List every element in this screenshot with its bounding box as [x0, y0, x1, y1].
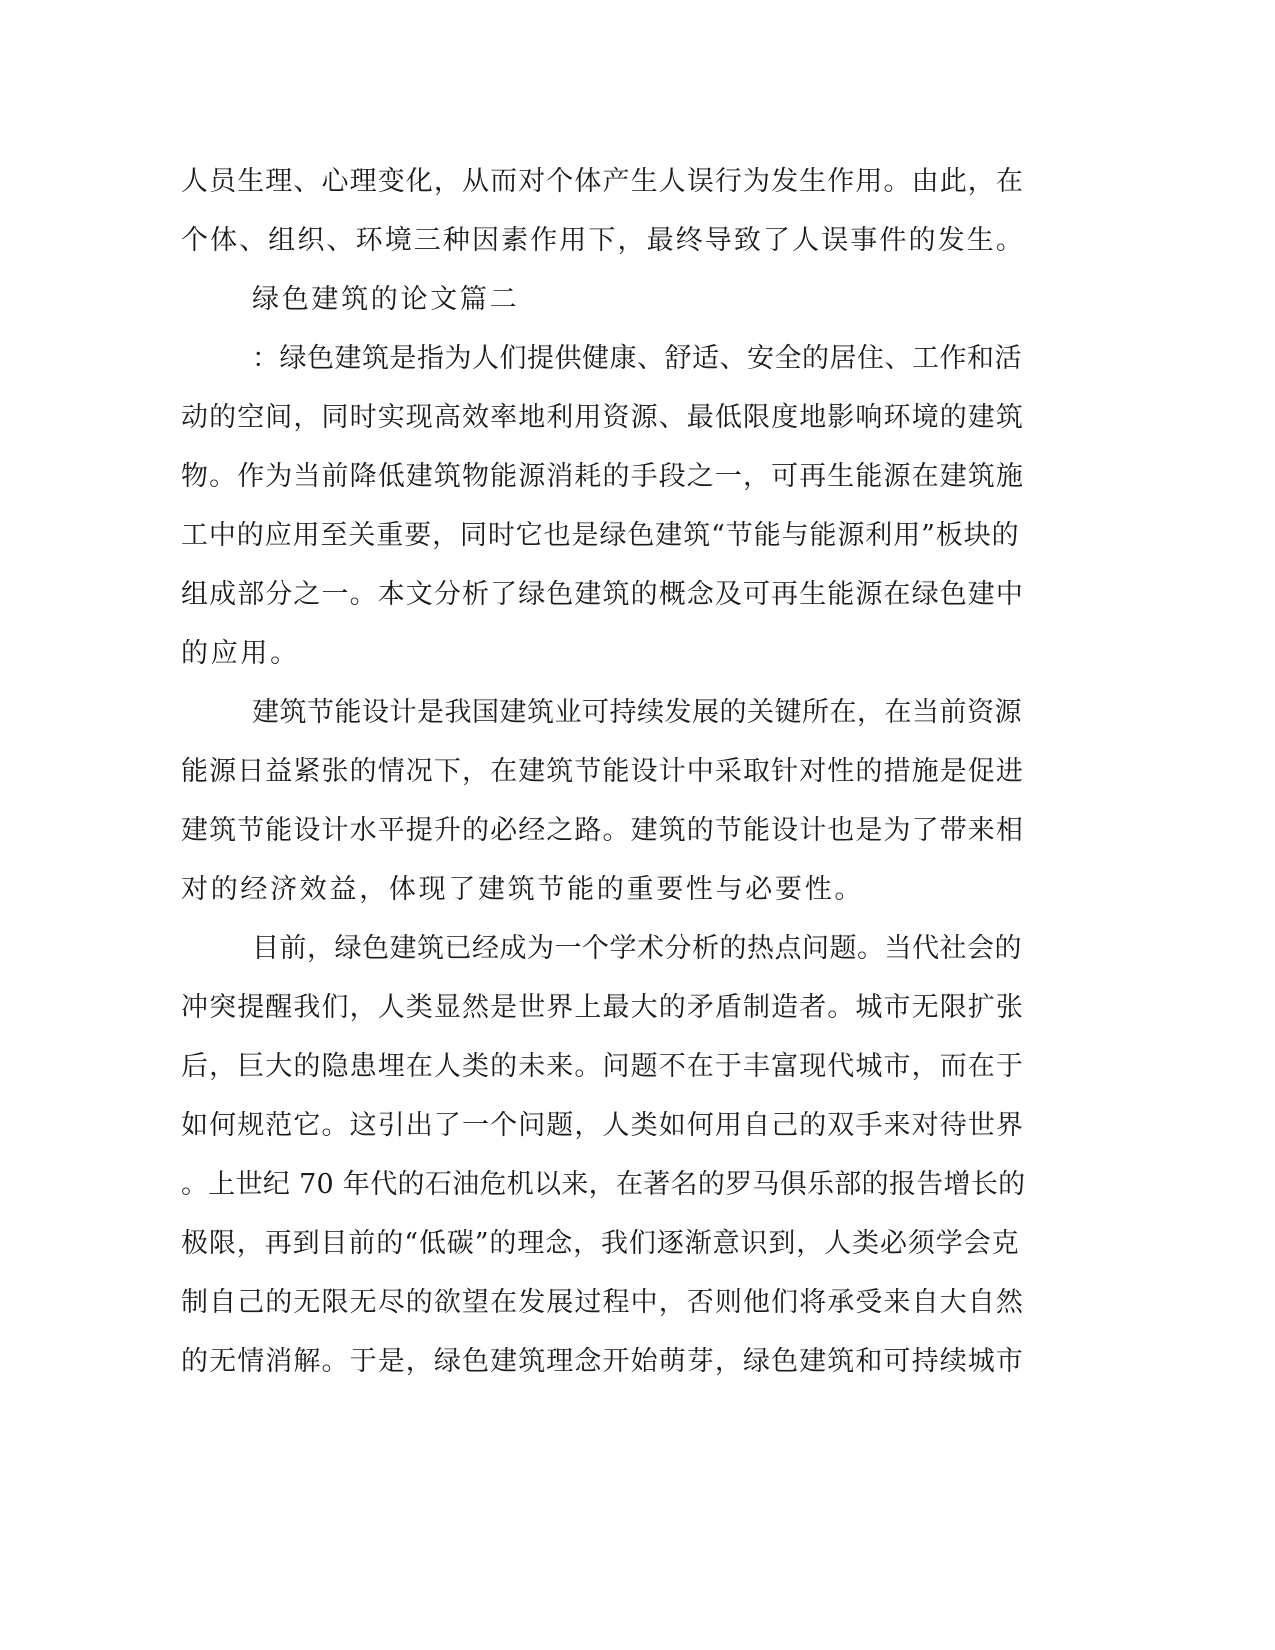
text-line	[0, 516, 1275, 556]
text-line	[0, 811, 1275, 851]
line-text: 冲突提醒我们，人类显然是世界上最大的矛盾制造者。城市无限扩张	[181, 992, 1024, 1023]
line-text: 建筑节能设计水平提升的必经之路。建筑的节能设计也是为了带来相	[181, 815, 1024, 846]
text-line	[0, 221, 1275, 261]
line-text: ：绿色建筑是指为人们提供健康、舒适、安全的居住、工作和活	[252, 343, 1022, 374]
text-line	[0, 1106, 1275, 1146]
text-line	[0, 1165, 1275, 1205]
line-text: 制自己的无限无尽的欲望在发展过程中，否则他们将承受来自大自然	[181, 1287, 1024, 1318]
line-text: 极限，再到目前的“低碳”的理念，我们逐渐意识到，人类必须学会克	[181, 1228, 1020, 1259]
line-text: 。上世纪 70 年代的石油危机以来，在著名的罗马俱乐部的报告增长的	[181, 1169, 1026, 1200]
line-text: 后，巨大的隐患埋在人类的未来。问题不在于丰富现代城市，而在于	[181, 1051, 1024, 1082]
text-line	[0, 398, 1275, 438]
line-text: 如何规范它。这引出了一个问题，人类如何用自己的双手来对待世界	[181, 1110, 1024, 1141]
text-line	[0, 1224, 1275, 1264]
text-line	[0, 634, 1275, 674]
text-line	[0, 162, 1275, 202]
line-text: 人员生理、心理变化，从而对个体产生人误行为发生作用。由此，在	[181, 166, 1024, 197]
line-text: 动的空间，同时实现高效率地利用资源、最低限度地影响环境的建筑	[181, 402, 1024, 433]
text-line	[0, 575, 1275, 615]
text-line	[0, 1047, 1275, 1087]
line-text: 建筑节能设计是我国建筑业可持续发展的关键所在，在当前资源	[252, 697, 1022, 728]
line-text: 物。作为当前降低建筑物能源消耗的手段之一，可再生能源在建筑施	[181, 461, 1024, 492]
line-text: 对的经济效益，体现了建筑节能的重要性与必要性。	[181, 874, 865, 905]
line-text: 的应用。	[181, 638, 300, 669]
text-line	[0, 752, 1275, 792]
text-line	[0, 870, 1275, 910]
text-line	[0, 457, 1275, 497]
section-heading	[0, 280, 1275, 320]
text-line	[0, 929, 1275, 969]
line-text: 目前，绿色建筑已经成为一个学术分析的热点问题。当代社会的	[252, 933, 1022, 964]
line-text: 工中的应用至关重要，同时它也是绿色建筑“节能与能源利用”板块的	[181, 520, 1020, 551]
line-text: 组成部分之一。本文分析了绿色建筑的概念及可再生能源在绿色建中	[181, 579, 1024, 610]
heading-text: 绿色建筑的论文篇二	[252, 284, 520, 315]
line-text: 个体、组织、环境三种因素作用下，最终导致了人误事件的发生。	[181, 225, 1025, 256]
text-line	[0, 339, 1275, 379]
text-line	[0, 988, 1275, 1028]
text-line	[0, 1283, 1275, 1323]
line-text: 的无情消解。于是，绿色建筑理念开始萌芽，绿色建筑和可持续城市	[181, 1346, 1024, 1377]
text-line	[0, 693, 1275, 733]
text-line	[0, 1342, 1275, 1382]
line-text: 能源日益紧张的情况下，在建筑节能设计中采取针对性的措施是促进	[181, 756, 1024, 787]
